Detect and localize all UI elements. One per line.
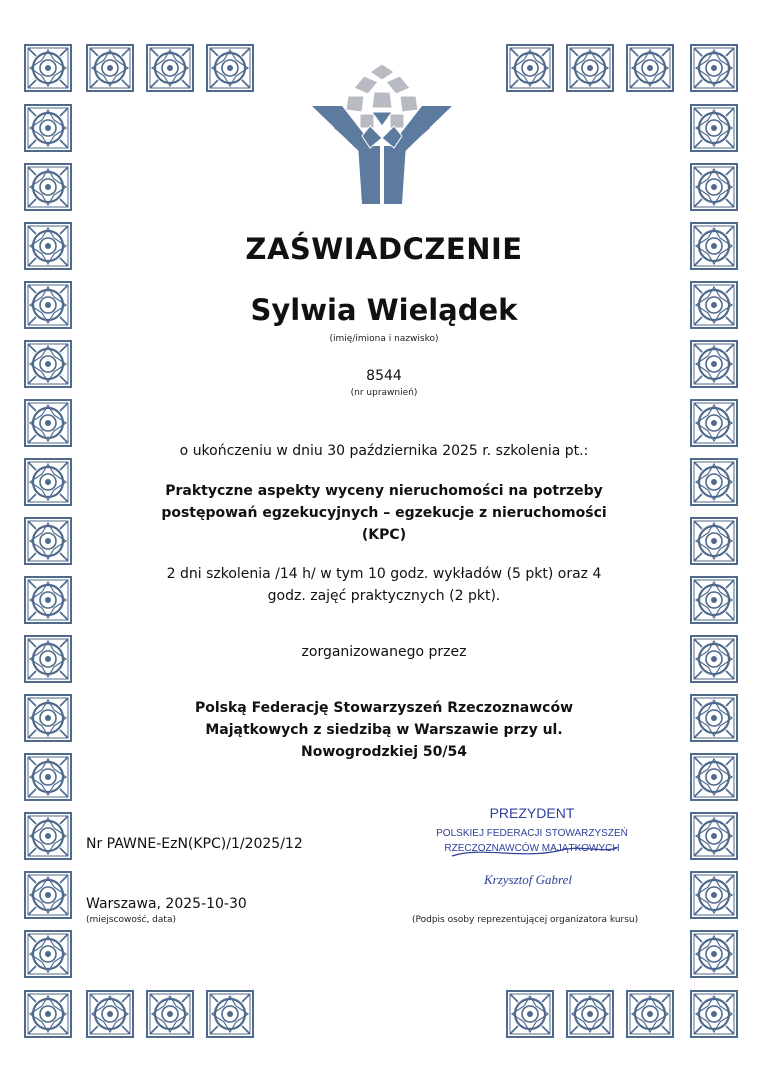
signature-name: Krzysztof Gabrel <box>484 872 572 887</box>
license-caption: (nr uprawnień) <box>350 388 418 398</box>
course-title-line-3: (KPC) <box>361 527 407 543</box>
duration-line-1: 2 dni szkolenia /14 h/ w tym 10 godz. wykładów (5 pkt) oraz 4 <box>166 566 602 582</box>
course-duration <box>0 563 768 607</box>
stamp-line-1: POLSKIEJ FEDERACJI STOWARZYSZEŃ <box>436 828 628 839</box>
ornament-tile-icon <box>24 163 72 211</box>
signature-caption: (Podpis osoby reprezentującej organizatora kursu) <box>412 915 639 925</box>
ornament-tile-icon <box>206 44 254 92</box>
certificate-title: ZAŚWIADCZENIE <box>245 232 523 266</box>
name-caption: (imię/imiona i nazwisko) <box>329 334 439 344</box>
stamp-line-2: RZECZOZNAWCÓW MAJĄTKOWYCH <box>444 843 620 854</box>
organizer-line-1: Polską Federację Stowarzyszeń Rzeczoznawców <box>194 700 574 716</box>
ornament-tile-icon <box>146 44 194 92</box>
ornament-tile-icon <box>24 871 72 919</box>
course-title <box>0 480 768 546</box>
federation-logo-icon <box>312 62 452 204</box>
ornament-tile-icon <box>24 44 72 92</box>
ornament-tile-icon <box>24 930 72 978</box>
completion-line: o ukończeniu w dniu 30 października 2025 r. szkolenia pt.: <box>179 443 589 459</box>
ornament-tile-icon <box>626 990 674 1038</box>
ornament-tile-icon <box>86 44 134 92</box>
organizer <box>0 697 768 763</box>
organized-by: zorganizowanego przez <box>301 644 467 660</box>
ornament-tile-icon <box>690 812 738 860</box>
ornament-tile-icon <box>24 812 72 860</box>
ornament-tile-icon <box>506 44 554 92</box>
ornament-tile-icon <box>506 990 554 1038</box>
course-title-line-2: postępowań egzekucyjnych – egzekucje z nieruchomości <box>161 505 607 521</box>
ornament-tile-icon <box>566 990 614 1038</box>
ornament-tile-icon <box>566 44 614 92</box>
ornament-tile-icon <box>690 44 738 92</box>
ornament-tile-icon <box>206 990 254 1038</box>
organizer-line-2: Majątkowych z siedzibą w Warszawie przy ul. <box>205 722 563 738</box>
course-title-line-1: Praktyczne aspekty wyceny nieruchomości na potrzeby <box>165 483 603 499</box>
ornament-tile-icon <box>24 990 72 1038</box>
ornament-tile-icon <box>690 163 738 211</box>
ornament-tile-icon <box>690 990 738 1038</box>
place-date-caption: (miejscowość, data) <box>86 915 176 925</box>
ornament-tile-icon <box>690 871 738 919</box>
license-number: 8544 <box>366 368 402 384</box>
organizer-line-3: Nowogrodzkiej 50/54 <box>301 744 467 760</box>
ornament-tile-icon <box>146 990 194 1038</box>
ornament-tile-icon <box>690 104 738 152</box>
duration-line-2: godz. zajęć praktycznych (2 pkt). <box>267 588 501 604</box>
ornament-tile-icon <box>86 990 134 1038</box>
signature-stamp <box>412 798 652 898</box>
stamp-title: PREZYDENT <box>489 805 575 821</box>
place-date: Warszawa, 2025-10-30 <box>86 896 247 912</box>
ornament-tile-icon <box>690 930 738 978</box>
recipient-name: Sylwia Wielądek <box>250 293 518 327</box>
reference-number: Nr PAWNE-EzN(KPC)/1/2025/12 <box>86 836 303 852</box>
ornament-tile-icon <box>24 104 72 152</box>
ornament-tile-icon <box>626 44 674 92</box>
